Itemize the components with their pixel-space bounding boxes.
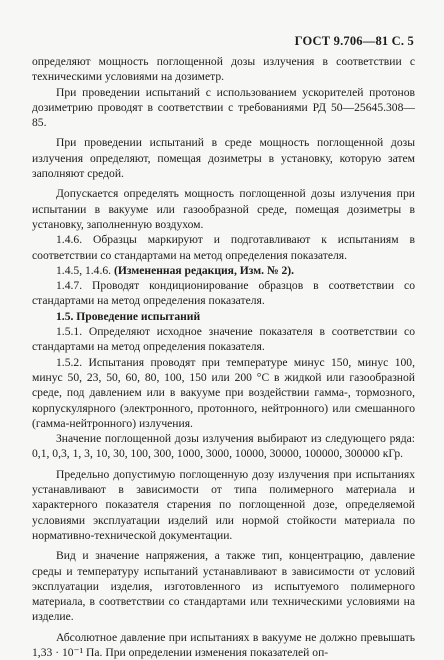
paragraph-text: Вид и значение напряжения, а также тип, концентрацию, давление среды и температуру испытаний устанавливают в зависимости от условий эксплуатации изделия, изготовленного из испытуемого полимерного материала, в соответствии со стандартами или техническими условиями на изделие.: [32, 549, 415, 624]
paragraph: [32, 324, 415, 355]
paragraph-text: Значение поглощенной дозы излучения выбирают из следующего ряда: 0,1, 0,3, 1, 3, 10, 30, 100, 300, 1000, 3000, 10000, 30000, 100000, 300000 кГр.: [32, 432, 415, 461]
paragraph-text: 1.4.5, 1.4.6.: [56, 263, 114, 277]
paragraph: [32, 630, 415, 660]
paragraph-text: 1.4.6. Образцы маркируют и подготавливают к испытаниям в соответствии со стандартами на метод определения показателя.: [32, 233, 415, 262]
document-body: [32, 54, 415, 660]
paragraph: [32, 232, 415, 263]
page-header: ГОСТ 9.706—81 С. 5: [294, 34, 414, 48]
section-heading: [32, 309, 415, 324]
paragraph-text: При проведении испытаний с использованием ускорителей протонов дозиметрию проводят в соответствии с требованиями РД 50—25645.308—85.: [32, 85, 415, 130]
paragraph: [32, 135, 415, 181]
paragraph-text: Предельно допустимую поглощенную дозу излучения при испытаниях устанавливают в зависимости от типа полимерного материала и характерного показателя старения по поглощенной дозе, определяемой условиями эксплуатации изделий или нормой стойкости материала по нормативно-технической документации.: [32, 467, 415, 542]
revision-note-bold: (Измененная редакция, Изм. № 2).: [113, 263, 295, 277]
paragraph-text: определяют мощность поглощенной дозы излучения в соответствии с техническими условиями на дозиметр.: [32, 55, 415, 84]
paragraph-text: При проведении испытаний в среде мощность поглощенной дозы излучения определяют, помещая дозиметры в установку, которую затем заполняют средой.: [32, 136, 415, 181]
paragraph-text: 1.4.7. Проводят кондиционирование образцов в соответствии со стандартами на метод определения показателя.: [32, 279, 415, 308]
paragraph-text: Абсолютное давление при испытаниях в вакууме не должно превышать 1,33 · 10⁻¹ Па. При определении изменения показателей оп-: [32, 630, 415, 659]
paragraph-text: 1.5.1. Определяют исходное значение показателя в соответствии со стандартами на метод определения показателя.: [32, 325, 415, 354]
paragraph: [32, 467, 415, 543]
paragraph: [32, 186, 415, 232]
paragraph: [32, 54, 415, 85]
paragraph-text: 1.5.2. Испытания проводят при температуре минус 150, минус 100, минус 50, 23, 50, 60, 80, 100, 150 или 200 °С в жидкой или газообразной среде, под давлением или в вакууме при воздействии гамма-, тормозного, корпускулярного (электронного, протонного, нейтронного) или смешанного (гамма-нейтронного) излучения.: [32, 355, 415, 430]
paragraph-text: Допускается определять мощность поглощенной дозы излучения при испытании в вакууме или газообразной среде, помещая дозиметры в установку, заполненную воздухом.: [32, 187, 415, 231]
paragraph: [32, 278, 415, 309]
paragraph: [32, 355, 415, 431]
paragraph: [32, 548, 415, 624]
paragraph: [32, 431, 415, 462]
section-heading-text: 1.5. Проведение испытаний: [56, 309, 201, 323]
paragraph: [32, 85, 415, 131]
revision-note: [32, 263, 415, 278]
